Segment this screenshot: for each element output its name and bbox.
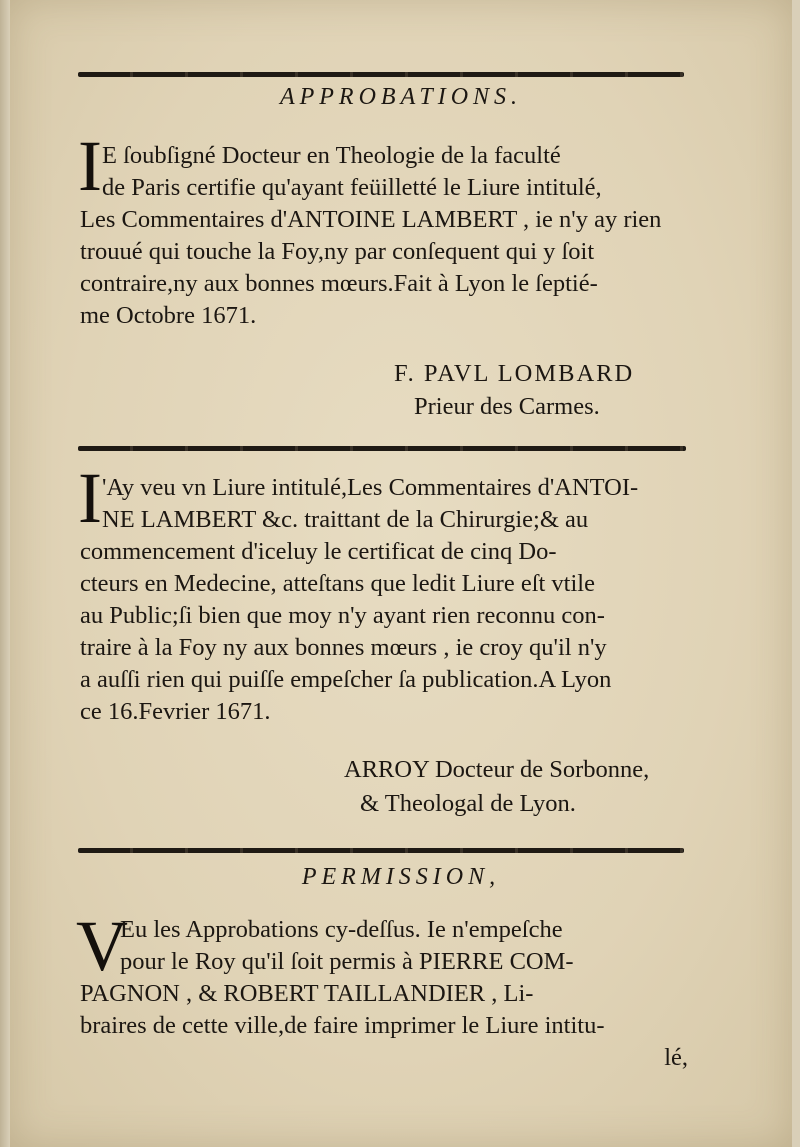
text-line: traire à la Foy ny aux bonnes mœurs , ie croy qu'il n'y bbox=[80, 634, 607, 661]
book-page bbox=[10, 0, 792, 1147]
signature-arroy-title: & Theologal de Lyon. bbox=[360, 790, 576, 817]
approbation-first-text bbox=[80, 140, 700, 332]
text-line: Eu les Approbations cy-deſſus. Ie n'empeſche bbox=[120, 916, 563, 943]
text-line: commencement d'iceluy le certificat de cinq Do- bbox=[80, 538, 557, 565]
text-line: cteurs en Medecine, atteſtans que ledit Liure eſt vtile bbox=[80, 570, 595, 597]
signature-lombard-title: Prieur des Carmes. bbox=[414, 393, 600, 420]
dropcap-permission: V bbox=[76, 906, 128, 986]
text-line: PAGNON , & ROBERT TAILLANDIER , Li- bbox=[80, 980, 534, 1007]
text-line: de Paris certifie qu'ayant feüilletté le Liure intitulé, bbox=[102, 174, 602, 201]
text-line: a auſſi rien qui puiſſe empeſcher ſa publication.A Lyon bbox=[80, 666, 612, 693]
text-line: ce 16.Fevrier 1671. bbox=[80, 698, 271, 725]
text-line: E ſoubſigné Docteur en Theologie de la faculté bbox=[102, 142, 561, 169]
text-line: au Public;ſi bien que moy n'y ayant rien reconnu con- bbox=[80, 602, 605, 629]
text-line: NE LAMBERT &c. traittant de la Chirurgie;& au bbox=[102, 506, 589, 533]
text-line: pour le Roy qu'il ſoit permis à PIERRE COM- bbox=[120, 948, 574, 975]
signature-lombard: F. PAVL LOMBARD bbox=[394, 360, 635, 387]
permission-text bbox=[80, 914, 700, 1074]
permission-rule bbox=[78, 848, 684, 853]
page-edge bbox=[0, 0, 10, 1147]
approbation-second-text bbox=[80, 472, 700, 728]
top-rule bbox=[78, 72, 684, 77]
signature-arroy: ARROY Docteur de Sorbonne, bbox=[344, 756, 650, 783]
text-line: braires de cette ville,de faire imprimer le Liure intitu- bbox=[80, 1012, 605, 1039]
text-line: lé, bbox=[664, 1044, 688, 1071]
text-line: trouué qui touche la Foy,ny par conſequent qui y ſoit bbox=[80, 238, 595, 265]
text-line: me Octobre 1671. bbox=[80, 302, 257, 329]
approbations-heading: APPROBATIONS. bbox=[279, 84, 523, 110]
text-line: Les Commentaires d'ANTOINE LAMBERT , ie n'y ay rien bbox=[80, 206, 662, 233]
dropcap-second: I bbox=[78, 458, 102, 538]
text-line: 'Ay veu vn Liure intitulé,Les Commentaires d'ANTOI- bbox=[102, 474, 639, 501]
permission-heading: PERMISSION, bbox=[301, 864, 501, 890]
dropcap-first: I bbox=[78, 126, 102, 206]
middle-rule bbox=[78, 446, 686, 451]
text-line: contraire,ny aux bonnes mœurs.Fait à Lyon le ſeptié- bbox=[80, 270, 598, 297]
